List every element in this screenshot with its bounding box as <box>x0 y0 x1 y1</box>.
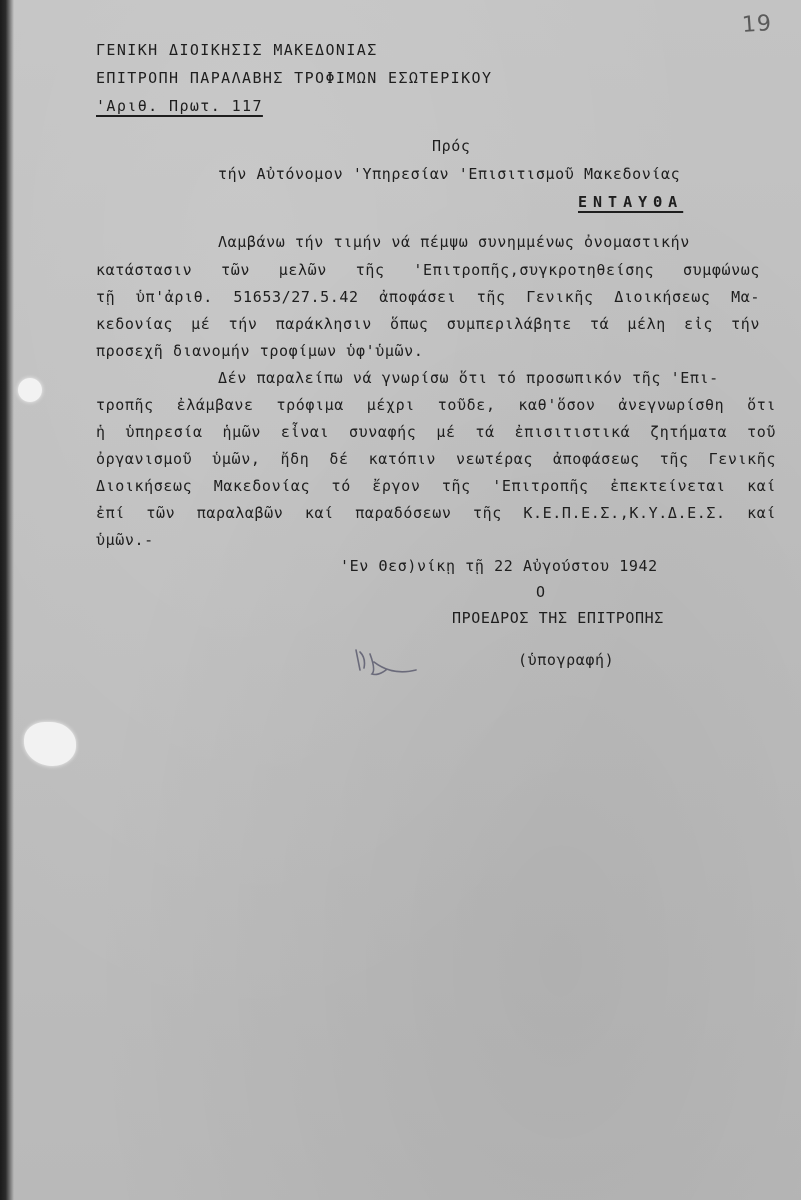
closing-signature: (ὑπογραφή) <box>518 651 615 669</box>
paragraph-1-line-1: Λαμβάνω τήν τιμήν νά πέμψω συνημμένως ὀνομαστικήν <box>218 233 690 251</box>
header-line-2: ΕΠΙΤΡΟΠΗ ΠΑΡΑΛΑΒΗΣ ΤΡΟΦΙΜΩΝ ΕΣΩΤΕΡΙΚΟΥ <box>96 69 493 87</box>
punch-hole-lower <box>24 722 76 766</box>
punch-hole-upper <box>18 378 42 402</box>
addressee-recipient: τήν Αὐτόνομον 'Υπηρεσίαν 'Επισιτισμοῦ Μακεδονίας <box>218 165 681 183</box>
paragraph-1-line-3: τῇ ὑπ'ἀριθ. 51653/27.5.42 ἀποφάσει τῆς Γενικῆς Διοικήσεως Μα- <box>96 288 760 306</box>
closing-place-date: 'Εν Θεσ)νίκῃ τῇ 22 Αὐγούστου 1942 <box>340 557 658 575</box>
handwritten-mark-icon <box>352 640 422 685</box>
paragraph-1-line-4: κεδονίας μέ τήν παράκλησιν ὅπως συμπεριλάβητε τά μέλη εἰς τήν <box>96 315 760 333</box>
header-protocol-number: 'Αριθ. Πρωτ. 117 <box>96 97 263 115</box>
paragraph-1-line-2: κατάστασιν τῶν μελῶν τῆς 'Επιτροπῆς,συγκροτηθείσης συμφώνως <box>96 261 760 279</box>
page-number: 19 <box>741 10 773 39</box>
paragraph-2-line-3: ἡ ὑπηρεσία ἡμῶν εἶναι συναφής μέ τά ἐπισιτιστικά ζητήματα τοῦ <box>96 423 776 441</box>
closing-article: Ο <box>536 583 546 601</box>
closing-title: ΠΡΟΕΔΡΟΣ ΤΗΣ ΕΠΙΤΡΟΠΗΣ <box>452 609 664 627</box>
paragraph-2-line-2: τροπῆς ἐλάμβανε τρόφιμα μέχρι τοῦδε, καθ'ὅσον ἀνεγνωρίσθη ὅτι <box>96 396 776 414</box>
paragraph-2-line-1: Δέν παραλείπω νά γνωρίσω ὅτι τό προσωπικόν τῆς 'Επι- <box>218 369 719 387</box>
paragraph-1-line-5: προσεχῆ διανομήν τροφίμων ὑφ'ὑμῶν. <box>96 342 424 360</box>
paragraph-2-line-4: ὀργανισμοῦ ὑμῶν, ἤδη δέ κατόπιν νεωτέρας ἀποφάσεως τῆς Γενικῆς <box>96 450 776 468</box>
addressee-pros: Πρός <box>432 137 471 155</box>
paragraph-2-line-7: ὑμῶν.- <box>96 531 154 549</box>
addressee-location: ΕΝΤΑΥΘΑ <box>578 193 684 211</box>
header-line-1: ΓΕΝΙΚΗ ΔΙΟΙΚΗΣΙΣ ΜΑΚΕΔΟΝΙΑΣ <box>96 41 378 59</box>
paragraph-2-line-5: Διοικήσεως Μακεδονίας τό ἔργον τῆς 'Επιτροπῆς ἐπεκτείνεται καί <box>96 477 776 495</box>
scan-edge-shadow <box>0 0 14 1200</box>
paragraph-2-line-6: ἐπί τῶν παραλαβῶν καί παραδόσεων τῆς Κ.Ε.Π.Ε.Σ.,Κ.Υ.Δ.Ε.Σ. καί <box>96 504 776 522</box>
